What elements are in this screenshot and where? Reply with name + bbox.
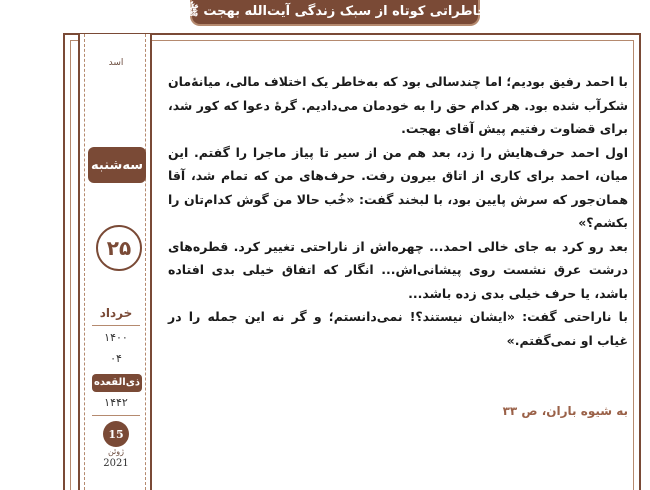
banner-title: خاطراتی کوتاه از سبک زندگی آیت‌الله بهجت ﷺ <box>183 3 487 19</box>
story-paragraph: اول احمد حرف‌هایش را زد، بعد هم من از سیر تا پیاز ماجرا را گفتم. این میان، احمد برای کاری از اتاق بیرون رفت. حرف‌های من که تمام شد، آقا همان‌جور که سرش پایین بود، با لبخند گفت: «خُب حالا من گوش کدام‌تان را بکشم؟» <box>168 144 628 230</box>
weekday-badge: سه‌شنبه <box>88 147 146 183</box>
story-paragraph: با ناراحتی گفت: «ایشان نیستند؟! نمی‌دانستم؛ و گر نه این جمله را در غیاب او نمی‌گفتم.» <box>168 309 628 348</box>
gregorian-month: ژوئن <box>107 447 125 456</box>
day-number: ۲۵ <box>106 236 132 260</box>
story-paragraph: بعد رو کرد به جای خالی احمد... چهره‌اش از ناراحتی تغییر کرد. قطره‌های درشت عرق نشست روی پیشانی‌اش... انگار که اتفاق خیلی بدی افتاده باشد، یا حرف خیلی بدی زده باشد... <box>168 238 628 301</box>
hijri-year: ۱۴۴۲ <box>104 396 128 409</box>
header-banner <box>183 0 487 26</box>
gregorian-day: 15 <box>103 421 129 447</box>
solar-month: خرداد <box>99 306 133 320</box>
story-paragraph: با احمد رفیق بودیم؛ اما چندسالی بود که به‌خاطر یک اختلاف مالی، میانهٔ‌مان شکرآب شده بود. هر کدام حق را به خودمان می‌دادیم. گرهٔ دعوا که کور شد، برای قضاوت رفتیم پیش آقای بهجت. <box>168 74 628 136</box>
source-citation: به شیوه باران، ص ۳۳ <box>502 404 628 418</box>
calendar-top-label: اسد <box>108 58 124 68</box>
hijri-day: ۰۴ <box>110 352 122 365</box>
gregorian-year: 2021 <box>103 458 129 469</box>
day-number-circle <box>96 225 142 271</box>
divider <box>92 415 140 416</box>
story-text <box>168 70 628 352</box>
divider <box>92 325 140 326</box>
hijri-month-badge: ذی‌القعده <box>92 374 142 392</box>
solar-year: ۱۴۰۰ <box>104 331 128 344</box>
